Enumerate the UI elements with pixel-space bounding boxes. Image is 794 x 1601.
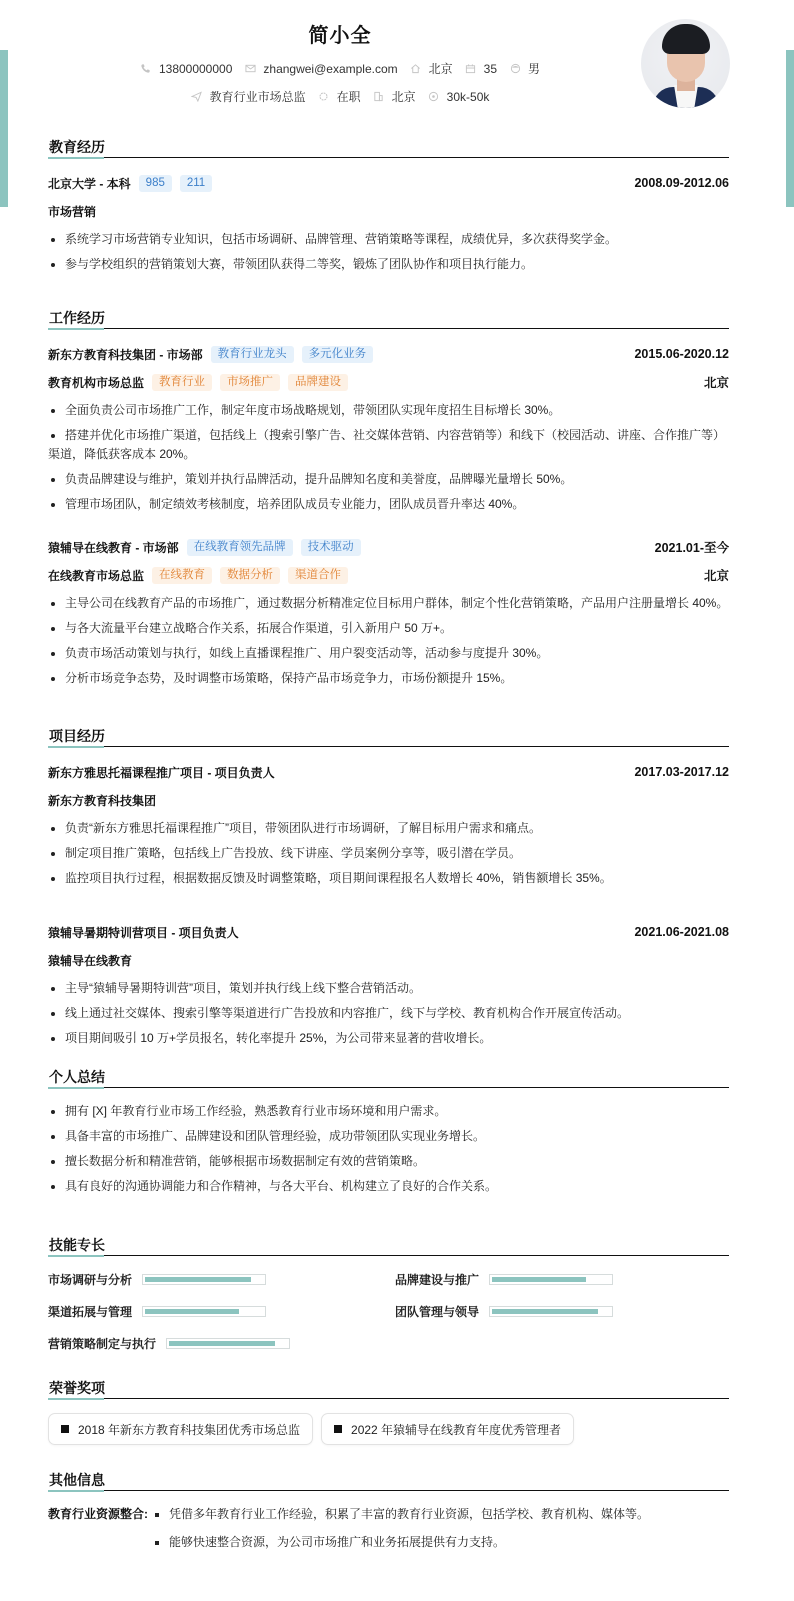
- skill-bar: [489, 1306, 613, 1317]
- project-date: 2017.03-2017.12: [634, 765, 729, 779]
- section-accent: [48, 1398, 104, 1400]
- skill-name: 品牌建设与推广: [395, 1272, 480, 1287]
- skill-bar: [166, 1338, 290, 1349]
- send-icon: [191, 91, 203, 103]
- company-tag: 在线教育领先品牌: [187, 539, 293, 556]
- school-name: 北京大学 - 本科: [48, 176, 131, 191]
- section-accent: [48, 1490, 104, 1492]
- list-item: 全面负责公司市场推广工作，制定年度市场战略规划，带领团队实现年度招生目标增长 30%。: [48, 401, 729, 420]
- position-text: 教育行业市场总监: [209, 90, 306, 104]
- list-item: 擅长数据分析和精准营销，能够根据市场数据制定有效的营销策略。: [48, 1152, 729, 1171]
- list-item: 项目期间吸引 10 万+学员报名，转化率提升 25%，为公司带来显著的营收增长。: [48, 1029, 729, 1048]
- section-title: 荣誉奖项: [49, 1380, 105, 1396]
- building-icon: [373, 91, 385, 103]
- project-bullets: [48, 819, 729, 888]
- phone-text: 13800000000: [158, 61, 233, 76]
- contact-email: [244, 62, 397, 76]
- section-work: [48, 301, 729, 719]
- contact-city: [410, 60, 453, 77]
- list-item: 参与学校组织的营销策划大赛，带领团队获得二等奖，锻炼了团队协作和项目执行能力。: [48, 255, 729, 274]
- section-title: 其他信息: [49, 1472, 105, 1488]
- section-education: [48, 130, 729, 301]
- skill-item: [48, 1334, 395, 1352]
- age-text: 35: [483, 61, 498, 76]
- section-title: 项目经历: [49, 728, 105, 744]
- list-item: 主导“猿辅导暑期特训营”项目，策划并执行线上线下整合营销活动。: [48, 979, 729, 998]
- salary-icon: [428, 91, 440, 103]
- list-item: 凭借多年教育行业工作经验，积累了丰富的教育行业资源，包括学校、教育机构、媒体等。: [152, 1505, 729, 1524]
- mail-icon: [244, 63, 256, 75]
- work-date: 2015.06-2020.12: [634, 347, 729, 361]
- skill-name: 市场调研与分析: [48, 1272, 133, 1287]
- project-name: 猿辅导暑期特训营项目 - 项目负责人: [48, 925, 239, 940]
- avatar: [641, 19, 730, 108]
- project-org: 新东方教育科技集团: [48, 793, 157, 808]
- list-item: 分析市场竞争态势，及时调整市场策略，保持产品市场竞争力，市场份额提升 15%。: [48, 669, 729, 688]
- position-tag: 渠道合作: [288, 567, 348, 584]
- company-tag: 多元化业务: [302, 346, 374, 363]
- list-item: 与各大流量平台建立战略合作关系，拓展合作渠道，引入新用户 50 万+。: [48, 619, 729, 638]
- calendar-icon: [465, 63, 477, 75]
- project-org: 猿辅导在线教育: [48, 953, 133, 968]
- section-header: [48, 1371, 729, 1399]
- candidate-name: 简小全: [308, 25, 372, 47]
- other-info-label: 教育行业资源整合:: [48, 1507, 148, 1521]
- status-icon: [318, 91, 330, 103]
- home-icon: [410, 63, 422, 75]
- section-header: [48, 1228, 729, 1256]
- skill-name: 营销策略制定与执行: [48, 1336, 157, 1351]
- contact-salary: [428, 90, 490, 104]
- list-item: 具有良好的沟通协调能力和合作精神，与各大平台、机构建立了良好的合作关系。: [48, 1177, 729, 1196]
- list-item: 负责品牌建设与维护，策划并执行品牌活动，提升品牌知名度和美誉度，品牌曝光量增长 50%。: [48, 470, 729, 489]
- skill-bar: [142, 1274, 266, 1285]
- list-item: 负责市场活动策划与执行，如线上直播课程推广、用户裂变活动等，活动参与度提升 30%。: [48, 644, 729, 663]
- work-city-text: 北京: [391, 90, 416, 104]
- list-item: 管理市场团队，制定绩效考核制度，培养团队成员专业能力，团队成员晋升率达 40%。: [48, 495, 729, 514]
- contact-row-1: [0, 60, 680, 77]
- work-entry: [48, 343, 729, 536]
- honor-badge: [48, 1413, 313, 1445]
- project-entry: [48, 921, 729, 1048]
- honor-badge: [321, 1413, 574, 1445]
- skill-bar: [489, 1274, 613, 1285]
- work-bullets: [48, 401, 729, 514]
- major: 市场营销: [48, 204, 97, 219]
- section-title: 工作经历: [49, 310, 105, 326]
- list-item: 主导公司在线教育产品的市场推广，通过数据分析精准定位目标用户群体，制定个性化营销策略，产品用户注册量增长 40%。: [48, 594, 729, 613]
- contact-row-2: [0, 88, 680, 105]
- project-date: 2021.06-2021.08: [634, 925, 729, 939]
- list-item: 拥有 [X] 年教育行业市场工作经验，熟悉教育行业市场环境和用户需求。: [48, 1102, 729, 1121]
- section-accent: [48, 1087, 104, 1089]
- contact-age: [465, 62, 497, 76]
- section-accent: [48, 1255, 104, 1257]
- list-item: 具备丰富的市场推广、品牌建设和团队管理经验，成功带领团队实现业务增长。: [48, 1127, 729, 1146]
- contact-work-city: [373, 88, 416, 105]
- other-info-bullets: [152, 1505, 729, 1561]
- company-name: 新东方教育科技集团 - 市场部: [48, 347, 203, 362]
- phone-icon: [140, 63, 152, 75]
- section-header: [48, 1463, 729, 1491]
- section-summary: [48, 1060, 729, 1228]
- section-skills: [48, 1228, 729, 1371]
- section-title: 教育经历: [49, 139, 105, 155]
- company-tag: 教育行业龙头: [211, 346, 294, 363]
- salary-text: 30k-50k: [446, 89, 490, 104]
- position-tag: 数据分析: [220, 567, 280, 584]
- skill-item: [395, 1270, 695, 1288]
- gender-icon: [509, 63, 521, 75]
- skill-item: [395, 1302, 695, 1320]
- school-tag: 211: [180, 175, 212, 192]
- resume-body: [48, 130, 729, 1561]
- position-tag: 在线教育: [152, 567, 212, 584]
- contact-status: [318, 88, 361, 105]
- position-tag: 市场推广: [220, 374, 280, 391]
- honor-text: 2018 年新东方教育科技集团优秀市场总监: [78, 1422, 301, 1437]
- section-accent: [48, 746, 104, 748]
- square-bullet-icon: [61, 1425, 69, 1433]
- resume-header: [0, 0, 794, 130]
- contact-gender: [509, 60, 540, 77]
- project-entry: [48, 761, 729, 921]
- list-item: 线上通过社交媒体、搜索引擎等渠道进行广告投放和内容推广，线下与学校、教育机构合作开展宣传活动。: [48, 1004, 729, 1023]
- section-header: [48, 301, 729, 329]
- work-location: 北京: [703, 569, 729, 583]
- section-accent: [48, 157, 104, 159]
- work-date: 2021.01-至今: [654, 541, 729, 555]
- skill-item: [48, 1270, 395, 1288]
- honors-list: [48, 1413, 729, 1445]
- square-bullet-icon: [334, 1425, 342, 1433]
- section-header: [48, 1060, 729, 1088]
- section-honors: [48, 1371, 729, 1463]
- list-item: 能够快速整合资源，为公司市场推广和业务拓展提供有力支持。: [152, 1533, 729, 1552]
- company-tag: 技术驱动: [301, 539, 361, 556]
- education-entry-header: [48, 172, 729, 194]
- contact-phone: [140, 62, 232, 76]
- skill-bar: [142, 1306, 266, 1317]
- skill-item: [48, 1302, 395, 1320]
- other-info-row: [48, 1505, 729, 1561]
- section-header: [48, 719, 729, 747]
- position-tag: 品牌建设: [288, 374, 348, 391]
- company-name: 猿辅导在线教育 - 市场部: [48, 540, 179, 555]
- status-text: 在职: [336, 90, 361, 104]
- skills-grid: [48, 1270, 729, 1352]
- summary-bullets: [48, 1102, 729, 1196]
- list-item: 负责“新东方雅思托福课程推广”项目，带领团队进行市场调研，了解目标用户需求和痛点。: [48, 819, 729, 838]
- position-title: 在线教育市场总监: [48, 568, 145, 583]
- skill-name: 团队管理与领导: [395, 1304, 480, 1319]
- work-location: 北京: [703, 376, 729, 390]
- honor-text: 2022 年猿辅导在线教育年度优秀管理者: [351, 1422, 562, 1437]
- school-tag: 985: [139, 175, 172, 192]
- position-tag: 教育行业: [152, 374, 212, 391]
- work-bullets: [48, 594, 729, 688]
- city-text: 北京: [428, 62, 453, 76]
- list-item: 制定项目推广策略，包括线上广告投放、线下讲座、学员案例分享等，吸引潜在学员。: [48, 844, 729, 863]
- section-projects: [48, 719, 729, 1060]
- section-title: 个人总结: [49, 1069, 105, 1085]
- work-entry: [48, 536, 729, 688]
- project-bullets: [48, 979, 729, 1048]
- project-name: 新东方雅思托福课程推广项目 - 项目负责人: [48, 765, 275, 780]
- education-bullets: [48, 230, 729, 274]
- position-title: 教育机构市场总监: [48, 375, 145, 390]
- section-header: [48, 130, 729, 158]
- section-other: [48, 1463, 729, 1561]
- list-item: 监控项目执行过程，根据数据反馈及时调整策略，项目期间课程报名人数增长 40%，销售额增长 35%。: [48, 869, 729, 888]
- list-item: 搭建并优化市场推广渠道，包括线上（搜索引擎广告、社交媒体营销、内容营销等）和线下（校园活动、讲座、合作推广等）渠道，降低获客成本 20%。: [48, 426, 729, 464]
- list-item: 系统学习市场营销专业知识，包括市场调研、品牌管理、营销策略等课程，成绩优异，多次获得奖学金。: [48, 230, 729, 249]
- section-title: 技能专长: [49, 1237, 105, 1253]
- section-accent: [48, 328, 104, 330]
- gender-text: 男: [528, 62, 541, 76]
- contact-position: [191, 88, 306, 105]
- email-text: zhangwei@example.com: [263, 61, 398, 76]
- skill-name: 渠道拓展与管理: [48, 1304, 133, 1319]
- education-date: 2008.09-2012.06: [634, 176, 729, 190]
